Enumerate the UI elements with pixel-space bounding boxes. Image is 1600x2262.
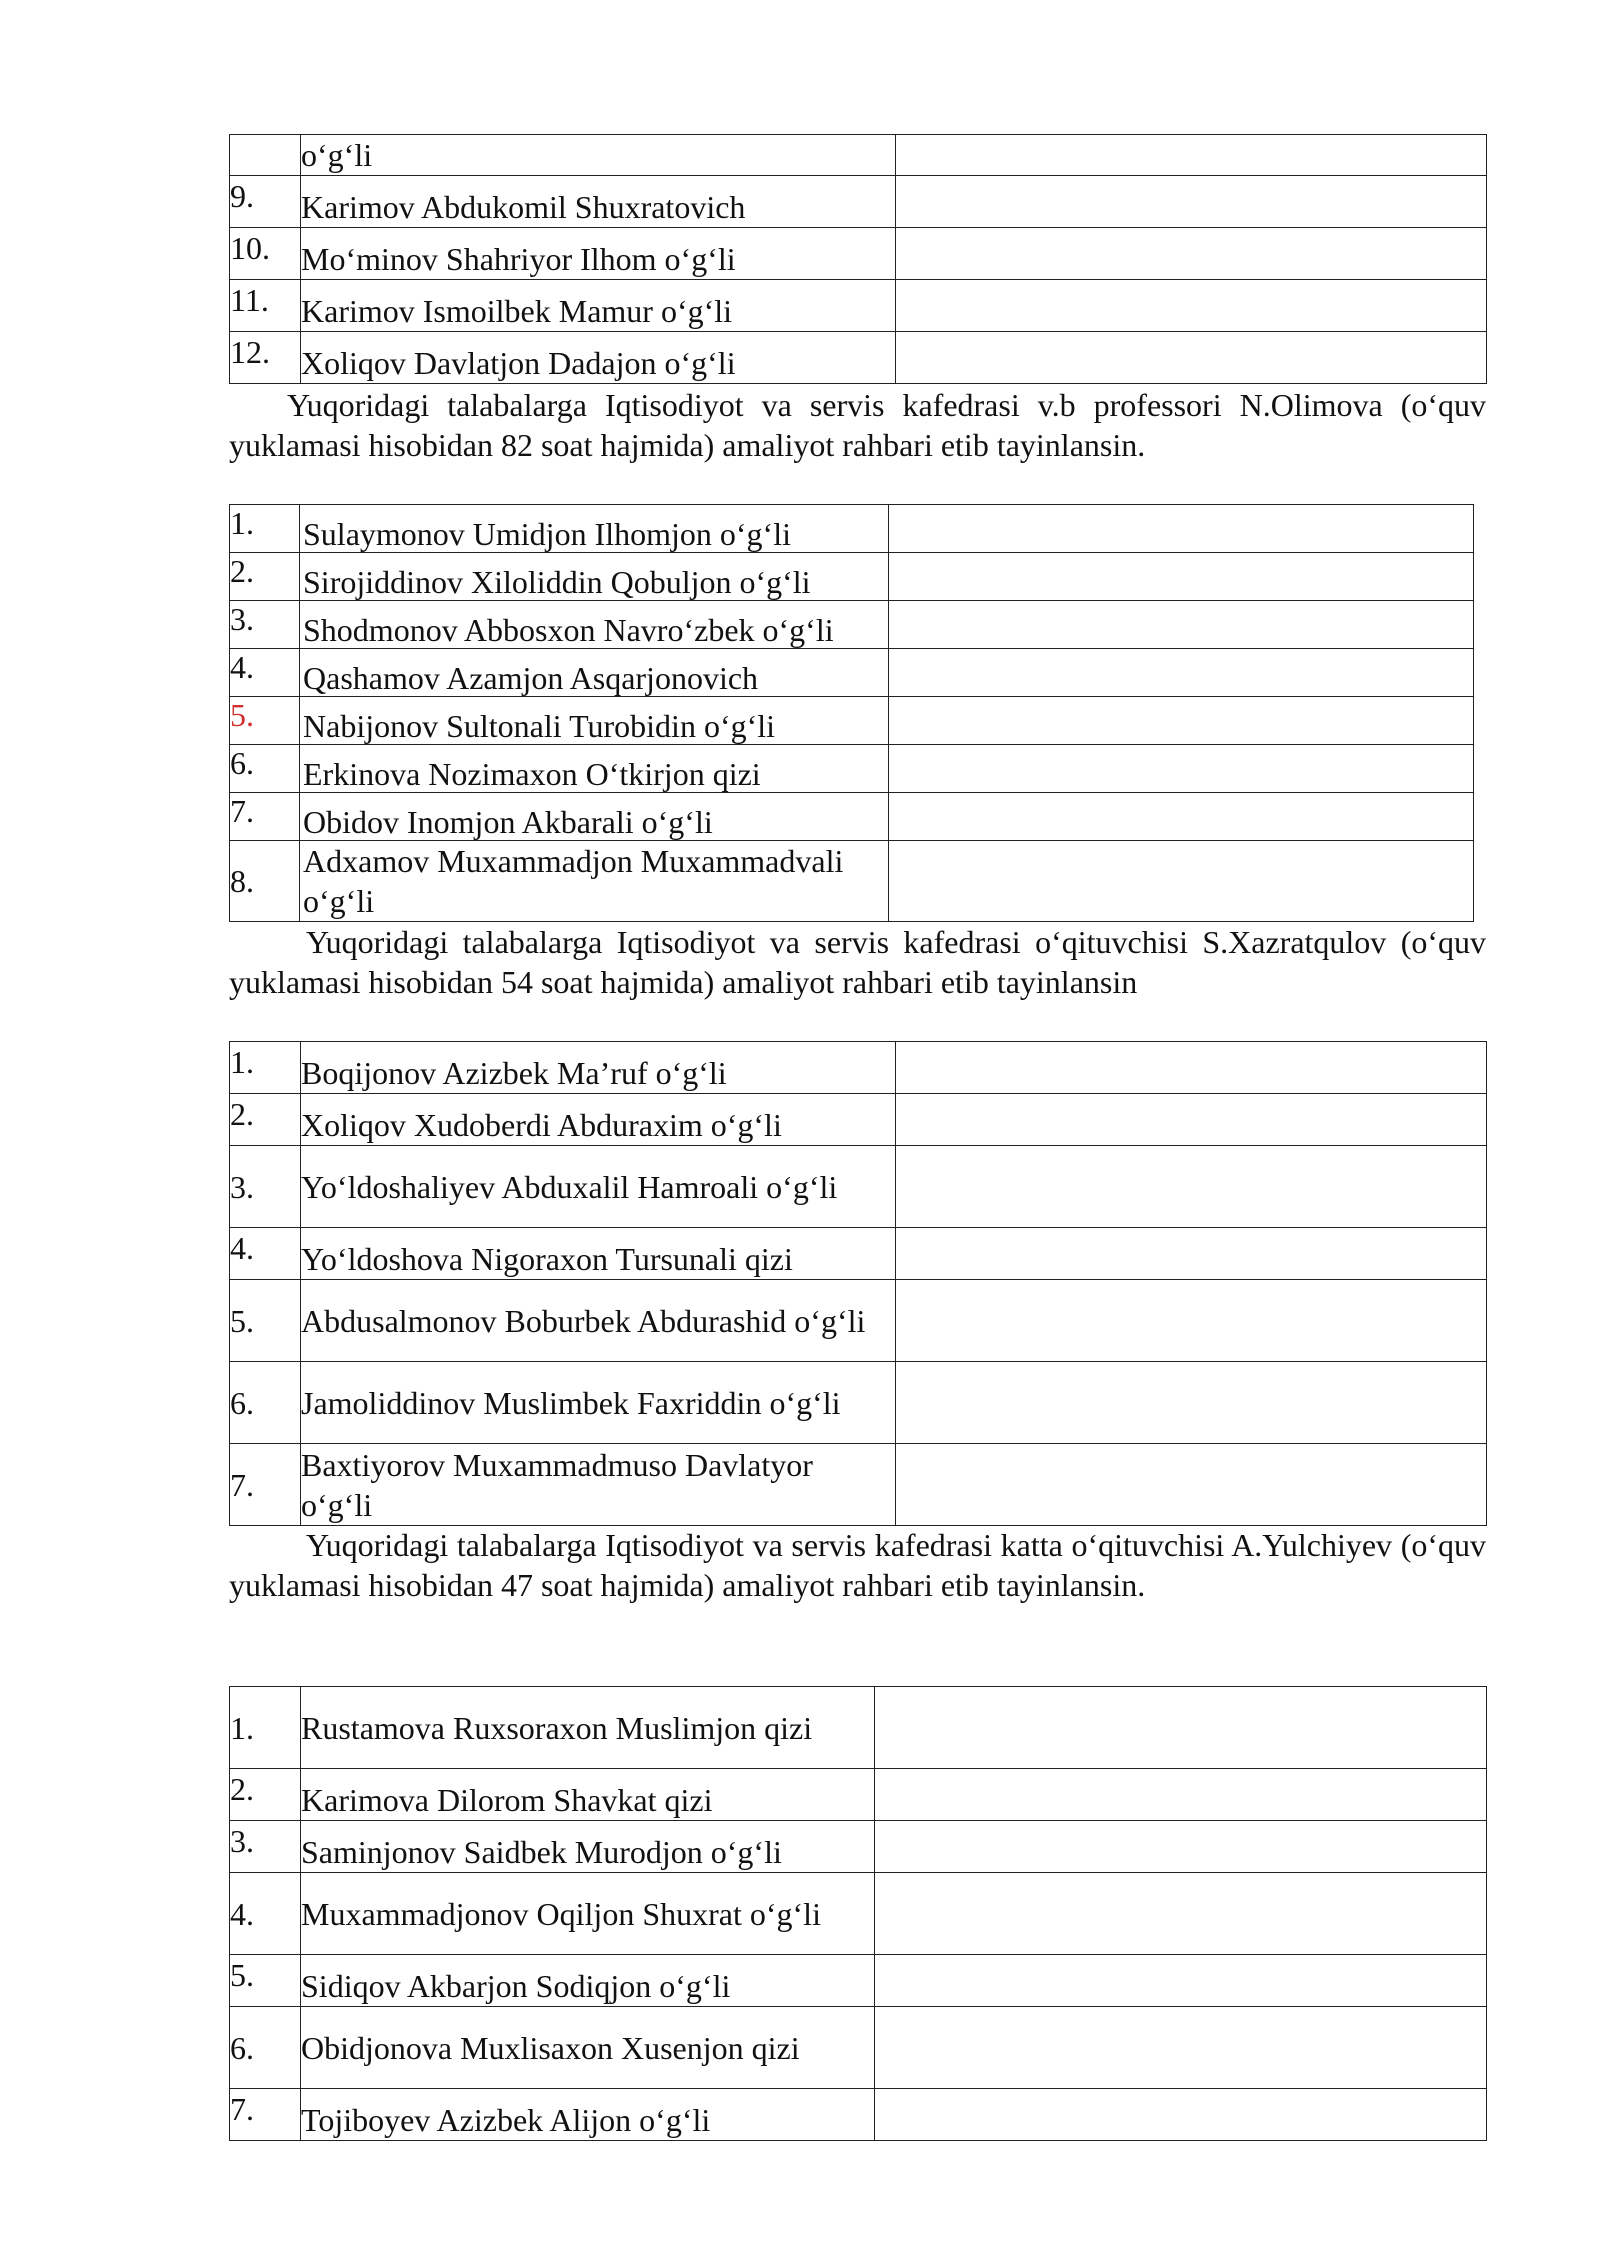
- row-number: 12.: [230, 332, 301, 384]
- signature-cell: [875, 1955, 1487, 2007]
- student-name: Karimova Dilorom Shavkat qizi: [301, 1769, 875, 1821]
- table-row: [230, 228, 1487, 280]
- table-row: [230, 1444, 1487, 1526]
- signature-cell: [896, 228, 1487, 280]
- student-name: Abdusalmonov Boburbek Abdurashid o‘g‘li: [301, 1280, 896, 1362]
- table-row: [230, 1955, 1487, 2007]
- table-row: [230, 745, 1474, 793]
- table-row: [230, 1362, 1487, 1444]
- assignment-paragraph-1: Yuqoridagi talabalarga Iqtisodiyot va servis kafedrasi v.b professori N.Olimova (o‘quv yuklamasi hisobidan 82 soat hajmida) amaliyot rahbari etib tayinlansin.: [229, 387, 1486, 463]
- student-table-3: [229, 1041, 1487, 1526]
- row-number: 6.: [230, 745, 300, 793]
- signature-cell: [875, 1821, 1487, 1873]
- signature-cell: [889, 553, 1474, 601]
- signature-cell: [896, 135, 1487, 176]
- student-name: Rustamova Ruxsoraxon Muslimjon qizi: [301, 1687, 875, 1769]
- row-number: 3.: [230, 1146, 301, 1228]
- student-name: Saminjonov Saidbek Murodjon o‘g‘li: [301, 1821, 875, 1873]
- signature-cell: [875, 1873, 1487, 1955]
- student-name: Xoliqov Davlatjon Dadajon o‘g‘li: [301, 332, 896, 384]
- table-row: [230, 135, 1487, 176]
- student-name: Tojiboyev Azizbek Alijon o‘g‘li: [301, 2089, 875, 2141]
- assignment-paragraph-3: Yuqoridagi talabalarga Iqtisodiyot va servis kafedrasi katta o‘qituvchisi A.Yulchiyev (o‘quv yuklamasi hisobidan 47 soat hajmida) amaliyot rahbari etib tayinlansin.: [229, 1527, 1486, 1603]
- row-number: 11.: [230, 280, 301, 332]
- table-row: [230, 793, 1474, 841]
- student-name: Adxamov Muxammadjon Muxammadvali o‘g‘li: [300, 841, 889, 922]
- table-row: [230, 697, 1474, 745]
- student-name: Karimov Ismoilbek Mamur o‘g‘li: [301, 280, 896, 332]
- student-name: Sirojiddinov Xiloliddin Qobuljon o‘g‘li: [300, 553, 889, 601]
- student-name: Muxammadjonov Oqiljon Shuxrat o‘g‘li: [301, 1873, 875, 1955]
- row-number: 4.: [230, 649, 300, 697]
- table-row: [230, 1094, 1487, 1146]
- student-name: Yo‘ldoshaliyev Abduxalil Hamroali o‘g‘li: [301, 1146, 896, 1228]
- row-number: 4.: [230, 1228, 301, 1280]
- table-row: [230, 1042, 1487, 1094]
- signature-cell: [889, 745, 1474, 793]
- table-row: [230, 280, 1487, 332]
- student-name: Shodmonov Abbosxon Navro‘zbek o‘g‘li: [300, 601, 889, 649]
- table-row: [230, 1280, 1487, 1362]
- student-name: Erkinova Nozimaxon O‘tkirjon qizi: [300, 745, 889, 793]
- assignment-paragraph-2: Yuqoridagi talabalarga Iqtisodiyot va servis kafedrasi o‘qituvchisi S.Xazratqulov (o‘quv yuklamasi hisobidan 54 soat hajmida) amaliyot rahbari etib tayinlansin: [229, 924, 1486, 1000]
- row-number: 2.: [230, 1094, 301, 1146]
- student-name: Sidiqov Akbarjon Sodiqjon o‘g‘li: [301, 1955, 875, 2007]
- table-row: [230, 1873, 1487, 1955]
- row-number: 5.: [230, 1280, 301, 1362]
- signature-cell: [896, 1146, 1487, 1228]
- row-number: 5.: [230, 1955, 301, 2007]
- table-row: [230, 176, 1487, 228]
- table-row: [230, 2007, 1487, 2089]
- row-number: 6.: [230, 1362, 301, 1444]
- row-number: 7.: [230, 793, 300, 841]
- row-number: 7.: [230, 1444, 301, 1526]
- student-name: Boqijonov Azizbek Ma’ruf o‘g‘li: [301, 1042, 896, 1094]
- signature-cell: [889, 601, 1474, 649]
- signature-cell: [896, 1094, 1487, 1146]
- row-number: 9.: [230, 176, 301, 228]
- signature-cell: [896, 1280, 1487, 1362]
- student-table-2: [229, 504, 1474, 922]
- row-number: [230, 135, 301, 176]
- row-number: 3.: [230, 1821, 301, 1873]
- signature-cell: [896, 280, 1487, 332]
- row-number: 1.: [230, 1687, 301, 1769]
- table-row: [230, 1228, 1487, 1280]
- signature-cell: [889, 505, 1474, 553]
- signature-cell: [896, 1362, 1487, 1444]
- row-number: 1.: [230, 1042, 301, 1094]
- table-row: [230, 1821, 1487, 1873]
- signature-cell: [896, 1444, 1487, 1526]
- student-name: Karimov Abdukomil Shuxratovich: [301, 176, 896, 228]
- table-row: [230, 841, 1474, 922]
- signature-cell: [889, 841, 1474, 922]
- student-table-1: [229, 134, 1487, 384]
- student-name: Obidjonova Muxlisaxon Xusenjon qizi: [301, 2007, 875, 2089]
- signature-cell: [875, 2089, 1487, 2141]
- table-row: [230, 2089, 1487, 2141]
- row-number: 2.: [230, 1769, 301, 1821]
- student-name: Obidov Inomjon Akbarali o‘g‘li: [300, 793, 889, 841]
- row-number: 3.: [230, 601, 300, 649]
- table-row: [230, 332, 1487, 384]
- signature-cell: [875, 1687, 1487, 1769]
- row-number-highlighted: 5.: [230, 697, 300, 745]
- signature-cell: [889, 697, 1474, 745]
- table-row: [230, 1769, 1487, 1821]
- row-number: 2.: [230, 553, 300, 601]
- signature-cell: [896, 332, 1487, 384]
- student-name: Mo‘minov Shahriyor Ilhom o‘g‘li: [301, 228, 896, 280]
- student-table-4: [229, 1686, 1487, 2141]
- student-name: Baxtiyorov Muxammadmuso Davlatyor o‘g‘li: [301, 1444, 896, 1526]
- row-number: 10.: [230, 228, 301, 280]
- table-row: [230, 553, 1474, 601]
- signature-cell: [875, 2007, 1487, 2089]
- signature-cell: [875, 1769, 1487, 1821]
- row-number: 4.: [230, 1873, 301, 1955]
- table-row: [230, 649, 1474, 697]
- signature-cell: [896, 1042, 1487, 1094]
- student-name: Xoliqov Xudoberdi Abduraxim o‘g‘li: [301, 1094, 896, 1146]
- student-name: Jamoliddinov Muslimbek Faxriddin o‘g‘li: [301, 1362, 896, 1444]
- table-row: [230, 1687, 1487, 1769]
- row-number: 1.: [230, 505, 300, 553]
- signature-cell: [896, 1228, 1487, 1280]
- table-row: [230, 601, 1474, 649]
- signature-cell: [889, 793, 1474, 841]
- signature-cell: [896, 176, 1487, 228]
- row-number: 8.: [230, 841, 300, 922]
- table-row: [230, 505, 1474, 553]
- signature-cell: [889, 649, 1474, 697]
- student-name: Sulaymonov Umidjon Ilhomjon o‘g‘li: [300, 505, 889, 553]
- student-name: Yo‘ldoshova Nigoraxon Tursunali qizi: [301, 1228, 896, 1280]
- row-number: 7.: [230, 2089, 301, 2141]
- student-name: Nabijonov Sultonali Turobidin o‘g‘li: [300, 697, 889, 745]
- student-name: Qashamov Azamjon Asqarjonovich: [300, 649, 889, 697]
- row-number: 6.: [230, 2007, 301, 2089]
- student-name: o‘g‘li: [301, 135, 896, 176]
- table-row: [230, 1146, 1487, 1228]
